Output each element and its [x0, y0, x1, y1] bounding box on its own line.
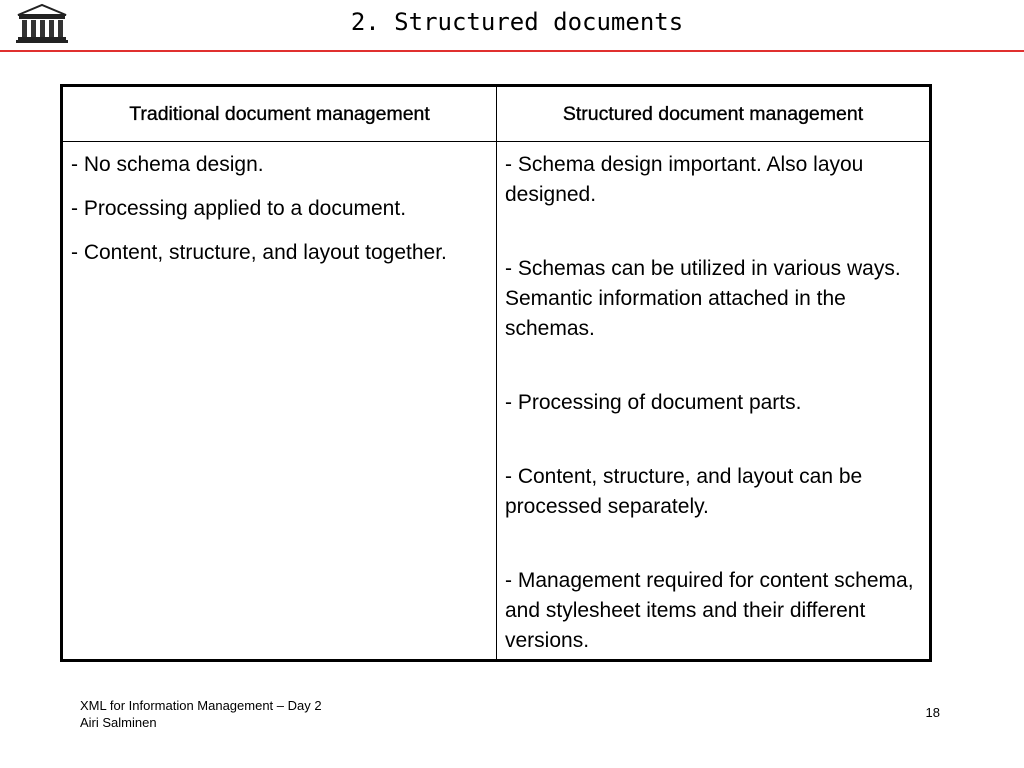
list-item: - Schemas can be utilized in various ways. Semantic information attached in the schemas. [505, 257, 901, 340]
structured-cell [497, 142, 929, 659]
list-item: - Management required for content schema, and stylesheet items and their different versions. [505, 569, 914, 652]
title-divider [0, 50, 1024, 52]
footer [80, 697, 322, 731]
slide-title: 2. Structured documents [350, 8, 684, 36]
comparison-table [60, 84, 932, 662]
table-header-traditional: Traditional document management [63, 87, 497, 142]
traditional-cell [63, 142, 497, 659]
table-header-structured: Structured document management [497, 87, 929, 142]
page-number: 18 [925, 705, 940, 720]
list-item: - Processing applied to a document. [71, 197, 407, 220]
list-item: - Content, structure, and layout can be processed separately. [505, 465, 863, 518]
list-item: - Processing of document parts. [505, 391, 802, 414]
footer-author: Airi Salminen [80, 715, 157, 730]
footer-course: XML for Information Management – Day 2 [80, 698, 322, 713]
list-item: - No schema design. [71, 153, 264, 176]
list-item: - Schema design important. Also layou designed. [505, 153, 864, 206]
list-item: - Content, structure, and layout together. [71, 241, 447, 264]
